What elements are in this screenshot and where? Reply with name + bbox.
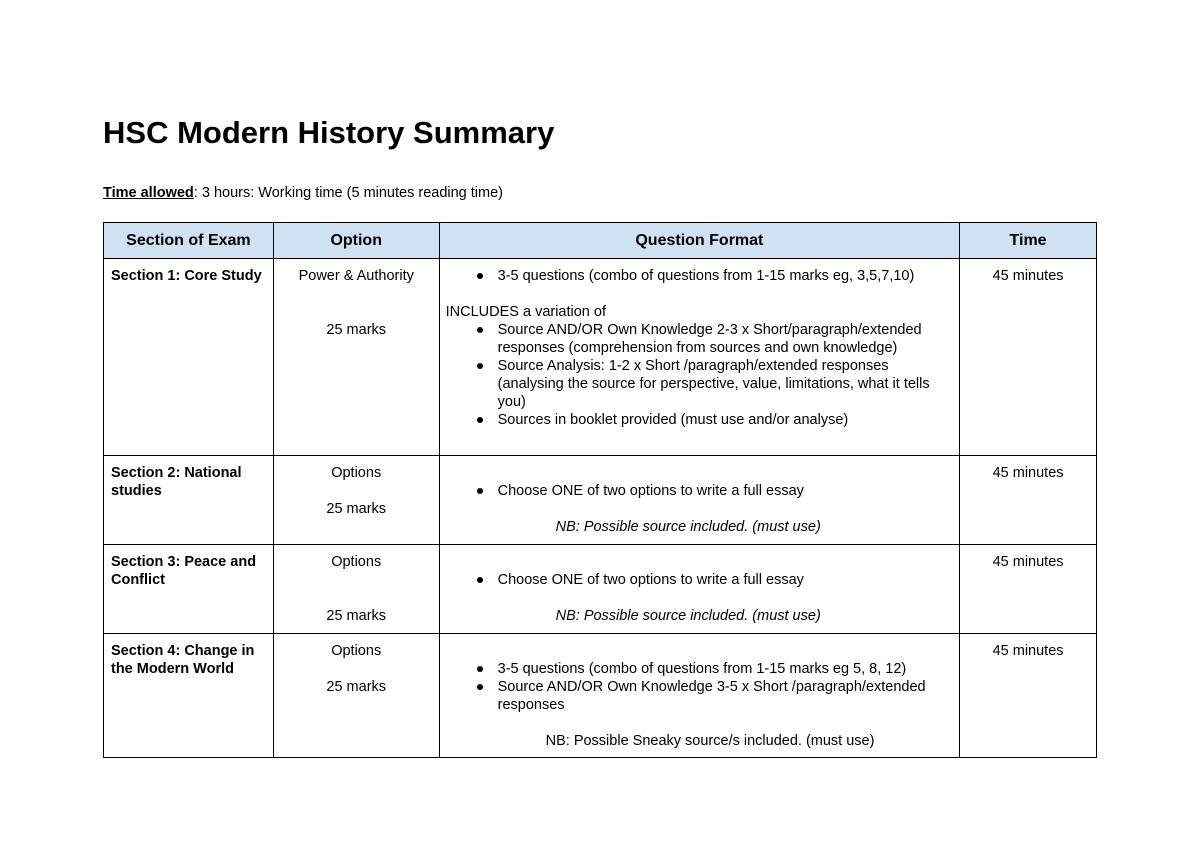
section-cell: Section 3: Peace and Conflict	[104, 545, 274, 634]
list-item: Source AND/OR Own Knowledge 2-3 x Short/paragraph/extended responses (comprehension from sources and own knowledge)	[446, 321, 953, 357]
question-format-cell	[439, 259, 959, 456]
nb-note: NB: Possible source included. (must use)	[555, 608, 821, 624]
time-cell: 45 minutes	[960, 545, 1097, 634]
bullet-list	[446, 267, 953, 285]
option-marks: 25 marks	[326, 501, 387, 517]
option-cell	[273, 456, 439, 545]
bullet-list	[446, 321, 953, 429]
exam-summary-table	[103, 222, 1097, 758]
option-name: Options	[331, 465, 382, 481]
option-cell	[273, 259, 439, 456]
question-format-cell	[439, 634, 959, 758]
section-cell: Section 4: Change in the Modern World	[104, 634, 274, 758]
section-cell: Section 2: National studies	[104, 456, 274, 545]
header-option: Option	[273, 223, 439, 259]
option-cell	[273, 634, 439, 758]
bullet-list	[446, 571, 953, 589]
bullet-list	[446, 482, 953, 500]
option-name: Options	[331, 554, 382, 570]
option-marks: 25 marks	[326, 322, 387, 338]
table-row	[104, 456, 1097, 545]
list-item: 3-5 questions (combo of questions from 1-15 marks eg, 3,5,7,10)	[446, 267, 953, 285]
table-row	[104, 545, 1097, 634]
table-row	[104, 634, 1097, 758]
table-row	[104, 259, 1097, 456]
list-item: Source AND/OR Own Knowledge 3-5 x Short /paragraph/extended responses	[446, 678, 953, 714]
list-item: 3-5 questions (combo of questions from 1-15 marks eg 5, 8, 12)	[446, 660, 953, 678]
option-name: Power & Authority	[298, 268, 414, 284]
option-marks: 25 marks	[326, 679, 387, 695]
bullet-list	[446, 660, 953, 714]
time-allowed-line	[103, 185, 503, 201]
table-header-row	[104, 223, 1097, 259]
header-time: Time	[960, 223, 1097, 259]
time-allowed-value: : 3 hours: Working time (5 minutes reading time)	[193, 185, 503, 201]
option-name: Options	[331, 643, 382, 659]
question-format-cell	[439, 545, 959, 634]
time-allowed-label: Time allowed	[103, 185, 194, 201]
time-cell: 45 minutes	[960, 456, 1097, 545]
time-cell: 45 minutes	[960, 259, 1097, 456]
list-item: Source Analysis: 1-2 x Short /paragraph/extended responses (analysing the source for perspective, value, limitations, what it tells you)	[446, 357, 953, 411]
list-item: Choose ONE of two options to write a full essay	[446, 482, 953, 500]
section-cell: Section 1: Core Study	[104, 259, 274, 456]
list-item: Choose ONE of two options to write a full essay	[446, 571, 953, 589]
question-format-cell	[439, 456, 959, 545]
list-item: Sources in booklet provided (must use and/or analyse)	[446, 411, 953, 429]
header-section: Section of Exam	[104, 223, 274, 259]
header-question-format: Question Format	[439, 223, 959, 259]
nb-note: NB: Possible source included. (must use)	[555, 519, 821, 535]
includes-text: INCLUDES a variation of	[445, 304, 606, 320]
time-cell: 45 minutes	[960, 634, 1097, 758]
option-cell	[273, 545, 439, 634]
page-title: HSC Modern History Summary	[103, 115, 555, 150]
nb-note: NB: Possible Sneaky source/s included. (must use)	[545, 733, 875, 749]
option-marks: 25 marks	[326, 608, 387, 624]
